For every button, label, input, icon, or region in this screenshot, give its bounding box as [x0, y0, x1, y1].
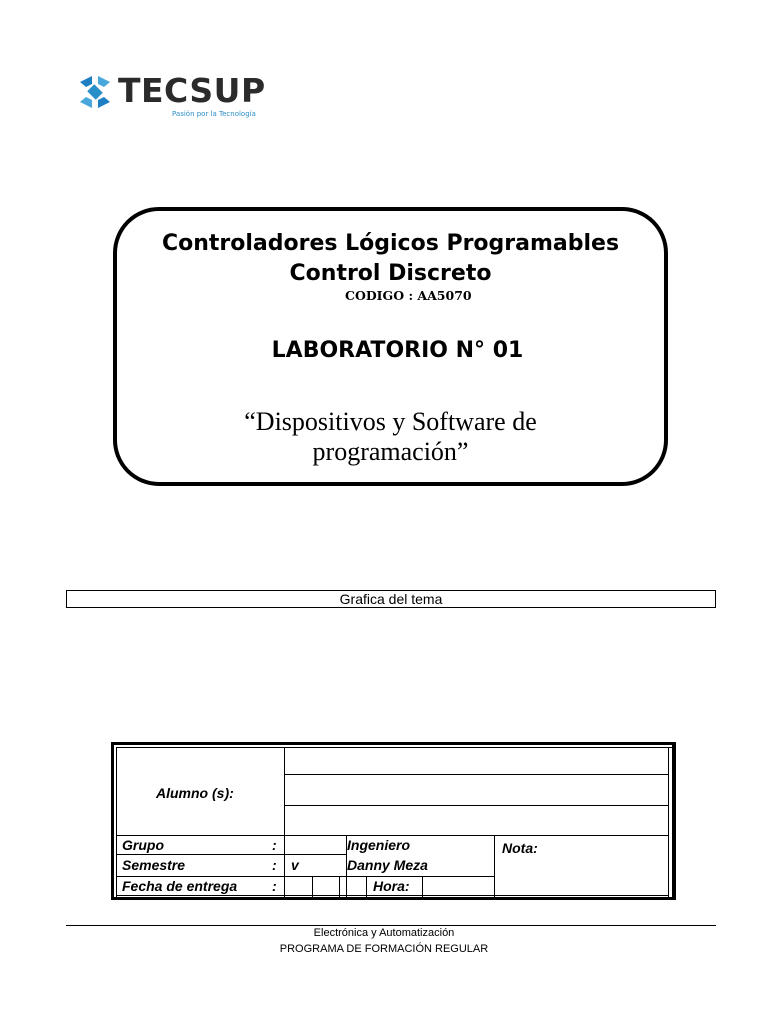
semestre-value: v: [291, 857, 299, 873]
table-inner-left: [116, 747, 117, 897]
lab-title: [117, 407, 664, 467]
student-info-table: [111, 742, 676, 900]
table-inner-right: [668, 747, 669, 897]
semestre-label: Semestre: [122, 857, 186, 873]
tecsup-emblem-icon: [76, 72, 114, 112]
fecha-month-input[interactable]: [313, 877, 339, 898]
hora-label: Hora:: [373, 878, 410, 894]
course-title: Controladores Lógicos Programables: [161, 231, 620, 256]
fecha-label: Fecha de entrega: [122, 878, 238, 894]
nota-label: Nota:: [502, 840, 538, 856]
fecha-colon: :: [272, 878, 277, 894]
graphic-topic-box: Grafica del tema: [66, 590, 716, 608]
fecha-row-line: [117, 898, 494, 899]
footer-divider: [66, 925, 716, 926]
footer-department: Electrónica y Automatización: [313, 927, 455, 939]
course-code: CODIGO : AA5070: [345, 288, 472, 303]
grupo-input[interactable]: [285, 836, 346, 854]
logo-tagline: Pasión por la Tecnología: [172, 110, 256, 118]
tecsup-logo: [72, 68, 266, 124]
hora-divider-1: [366, 876, 367, 898]
ingeniero-name: Danny Meza: [347, 857, 428, 873]
lab-title-line2: programación”: [312, 437, 469, 466]
course-subtitle: Control Discreto: [289, 261, 492, 286]
fecha-year-input[interactable]: [340, 877, 366, 898]
grupo-row-line: [117, 854, 346, 855]
cover-title-box: [113, 207, 668, 486]
lab-number: LABORATORIO N° 01: [271, 338, 524, 363]
table-inner-bottom: [117, 895, 669, 896]
grupo-colon: :: [272, 837, 277, 853]
alumno-label: Alumno (s):: [156, 785, 234, 801]
alumno-input-1[interactable]: [285, 748, 668, 774]
hora-input[interactable]: [423, 877, 494, 898]
nota-input[interactable]: [495, 836, 668, 895]
alumno-input-3[interactable]: [285, 806, 668, 835]
footer-program: PROGRAMA DE FORMACIÓN REGULAR: [279, 943, 489, 955]
grupo-label: Grupo: [122, 837, 164, 853]
fecha-day-input[interactable]: [285, 877, 312, 898]
alumno-input-2[interactable]: [285, 775, 668, 805]
lab-title-line1: “Dispositivos y Software de: [244, 407, 537, 436]
ingeniero-label: Ingeniero: [347, 837, 411, 853]
logo-wordmark: TECSUP: [118, 71, 266, 110]
semestre-colon: :: [272, 857, 277, 873]
